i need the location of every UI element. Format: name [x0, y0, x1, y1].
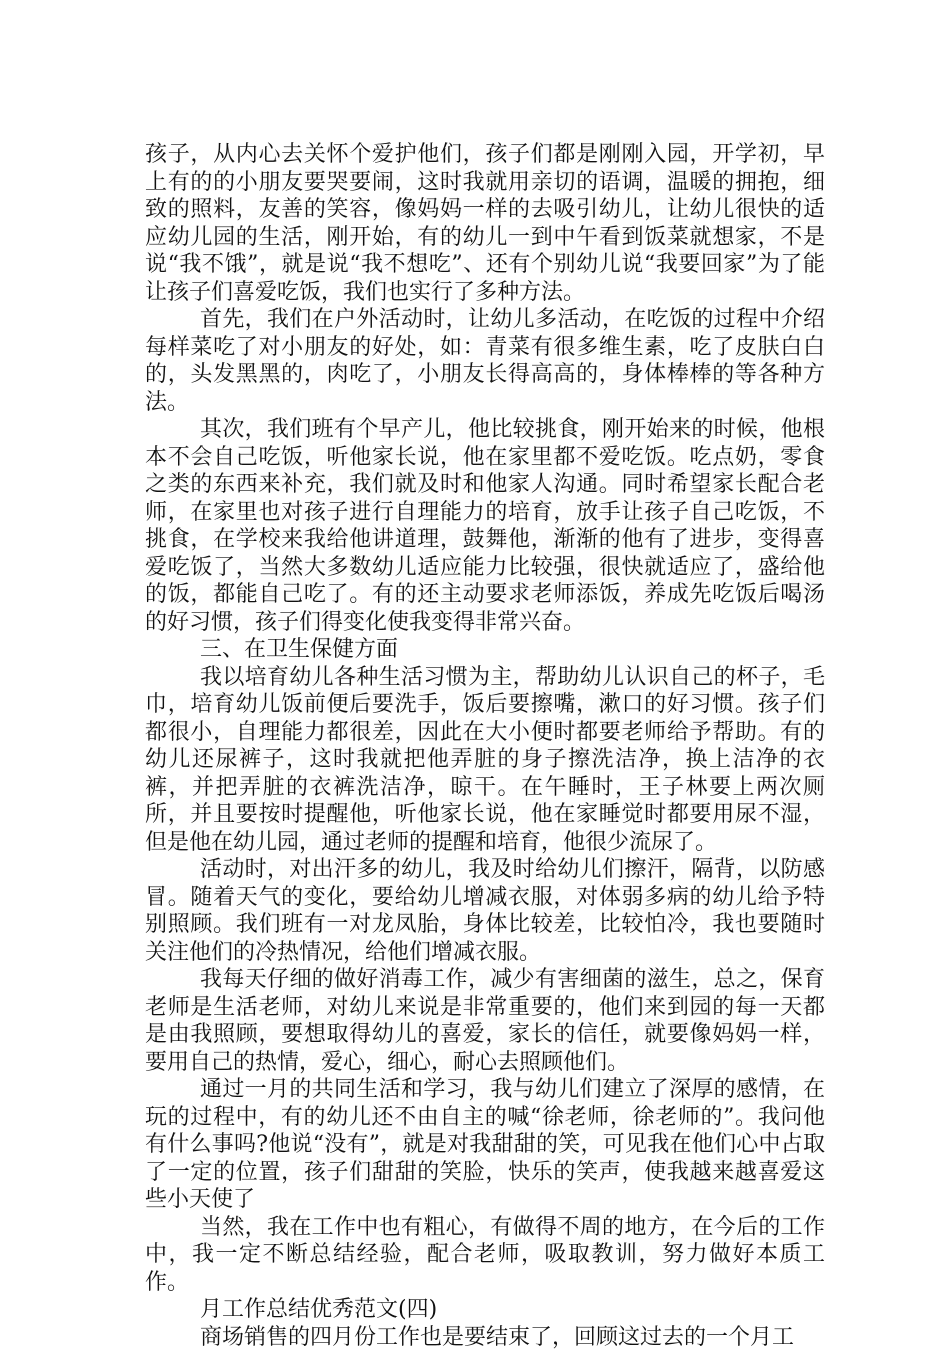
- paragraph-4: 我以培育幼儿各种生活习惯为主，帮助幼儿认识自己的杯子，毛巾，培育幼儿饭前便后要洗手，饭后要擦嘴，漱口的好习惯。孩子们都很小，自理能力都很差，因此在大小便时都要老师给予帮助。有的幼儿还尿裤子，这时我就把他弄脏的身子擦洗洁净，换上洁净的衣裤，并把弄脏的衣裤洗洁净，晾干。在午睡时，王子林要上两次厕所，并且要按时提醒他，听他家长说，他在家睡觉时都要用尿不湿，但是他在幼儿园，通过老师的提醒和培育，他很少流尿了。: [145, 664, 825, 857]
- paragraph-5: 活动时，对出汗多的幼儿，我及时给幼儿们擦汗，隔背，以防感冒。随着天气的变化，要给幼儿增减衣服，对体弱多病的幼儿给予特别照顾。我们班有一对龙凤胎，身体比较差，比较怕冷，我也要随时关注他们的冷热情况，给他们增减衣服。: [145, 856, 825, 966]
- paragraph-3: 其次，我们班有个早产儿，他比较挑食，刚开始来的时候，他根本不会自己吃饭，听他家长说，他在家里都不爱吃饭。吃点奶，零食之类的东西来补充，我们就及时和他家人沟通。同时希望家长配合老师，在家里也对孩子进行自理能力的培育，放手让孩子自己吃饭，不挑食，在学校来我给他讲道理，鼓舞他，渐渐的他有了进步，变得喜爱吃饭了，当然大多数幼儿适应能力比较强，很快就适应了，盛给他的饭，都能自己吃了。有的还主动要求老师添饭，养成先吃饭后喝汤的好习惯，孩子们得变化使我变得非常兴奋。: [145, 416, 825, 636]
- paragraph-2: 首先，我们在户外活动时，让幼儿多活动，在吃饭的过程中介绍每样菜吃了对小朋友的好处，如：青菜有很多维生素，吃了皮肤白白的，头发黑黑的，肉吃了，小朋友长得高高的，身体棒棒的等各种方法。: [145, 306, 825, 416]
- section-heading-hygiene: 三、在卫生保健方面: [145, 636, 825, 664]
- paragraph-9: 商场销售的四月份工作也是要结束了，回顾这过去的一个月工: [145, 1324, 825, 1351]
- document-body: [145, 141, 825, 1351]
- paragraph-7: 通过一月的共同生活和学习，我与幼儿们建立了深厚的感情，在玩的过程中，有的幼儿还不由自主的喊“徐老师，徐老师的”。我问他有什么事吗?他说“没有”，就是对我甜甜的笑，可见我在他们心中占取了一定的位置，孩子们甜甜的笑脸，快乐的笑声，使我越来越喜爱这些小天使了: [145, 1076, 825, 1214]
- paragraph-1: 孩子，从内心去关怀个爱护他们，孩子们都是刚刚入园，开学初，早上有的的小朋友要哭要闹，这时我就用亲切的语调，温暖的拥抱，细致的照料，友善的笑容，像妈妈一样的去吸引幼儿，让幼儿很快的适应幼儿园的生活，刚开始，有的幼儿一到中午看到饭菜就想家，不是说“我不饿”，就是说“我不想吃”、还有个别幼儿说“我要回家”为了能让孩子们喜爱吃饭，我们也实行了多种方法。: [145, 141, 825, 306]
- paragraph-8: 当然，我在工作中也有粗心，有做得不周的地方，在今后的工作中，我一定不断总结经验，配合老师，吸取教训，努力做好本质工作。: [145, 1214, 825, 1297]
- paragraph-6: 我每天仔细的做好消毒工作，减少有害细菌的滋生，总之，保育老师是生活老师，对幼儿来说是非常重要的，他们来到园的每一天都是由我照顾，要想取得幼儿的喜爱，家长的信任，就要像妈妈一样，要用自己的热情，爱心，细心，耐心去照顾他们。: [145, 966, 825, 1076]
- section-heading-sample-four: 月工作总结优秀范文(四): [145, 1296, 825, 1324]
